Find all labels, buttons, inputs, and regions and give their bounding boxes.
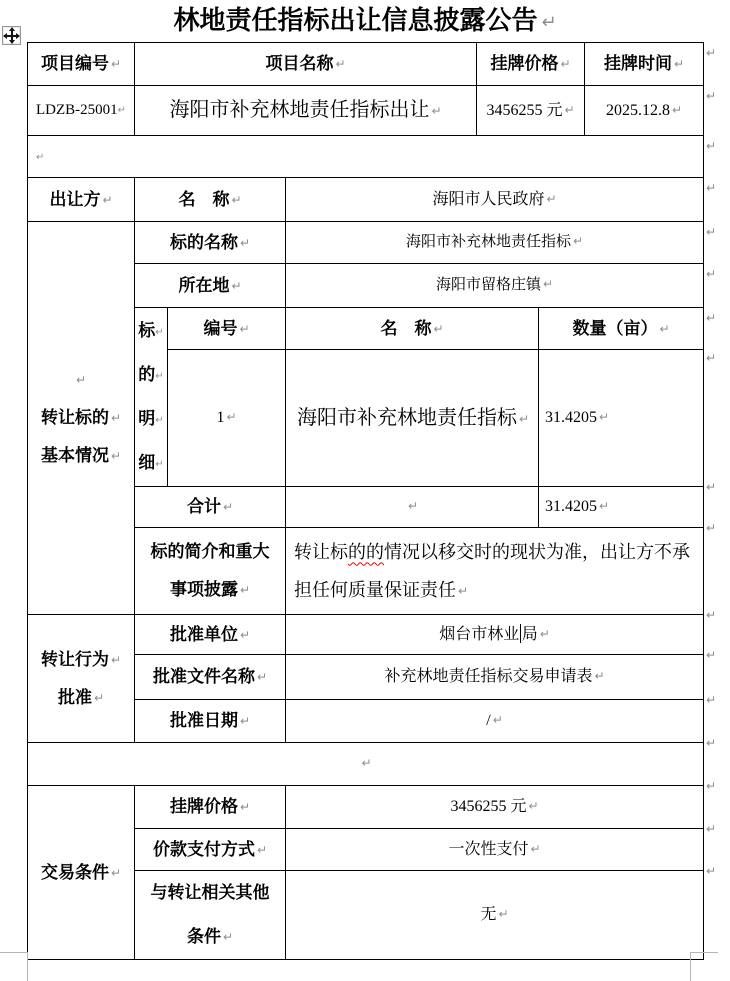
cell-time-value[interactable]	[585, 86, 704, 136]
cell-price-value[interactable]	[477, 86, 585, 136]
label: 数量（亩）	[572, 319, 658, 339]
cell-brief-value[interactable]	[286, 528, 704, 615]
label: 标的简介和重大	[150, 542, 270, 561]
cell-cond-other-value[interactable]	[286, 871, 704, 960]
cell-project-name-value[interactable]	[135, 86, 477, 136]
paragraph-mark: ↵	[518, 411, 530, 426]
paragraph-mark: ↵	[226, 410, 237, 425]
cell-total-label[interactable]	[135, 487, 286, 528]
value: 转让标	[294, 541, 348, 562]
label: 标的名称	[169, 232, 238, 252]
paragraph-mark: ↵	[110, 652, 122, 667]
row-end-mark: ↵	[706, 693, 717, 707]
row-end-mark: ↵	[706, 864, 717, 878]
paragraph-mark: ↵	[594, 669, 605, 683]
cell-approval-doc-value[interactable]	[286, 655, 704, 700]
paragraph-mark: ↵	[239, 322, 250, 337]
cell-empty-row[interactable]	[28, 136, 704, 178]
cell-approval-section-label[interactable]	[28, 615, 135, 743]
cell-total-empty[interactable]	[286, 487, 539, 528]
table-row	[28, 43, 704, 86]
label: 明	[138, 409, 156, 428]
table-row	[28, 86, 704, 136]
paragraph-mark: ↵	[564, 102, 575, 117]
row-end-mark: ↵	[706, 480, 717, 494]
table-row	[28, 615, 704, 655]
row-end-mark: ↵	[706, 139, 717, 153]
value: 海阳市补充林地责任指标	[405, 234, 571, 251]
cell-name-value[interactable]	[286, 178, 704, 222]
paragraph-mark: ↵	[222, 930, 234, 944]
paragraph-mark: ↵	[110, 57, 122, 72]
paragraph-mark: ↵	[102, 192, 113, 207]
paragraph-mark: ↵	[256, 670, 268, 685]
paragraph-mark: ↵	[542, 277, 554, 292]
paragraph-mark: ↵	[572, 234, 584, 249]
row-end-mark: ↵	[706, 779, 717, 793]
paragraph-mark: ↵	[155, 327, 164, 338]
cell-cond-other-label[interactable]	[135, 871, 286, 960]
label: 项目名称	[265, 54, 334, 74]
page-title-text: 林地责任指标出让信息披露公告	[173, 6, 538, 35]
paragraph-mark: ↵	[117, 105, 127, 117]
value: 担任何质量保证责任	[294, 579, 456, 600]
label: 细	[138, 453, 156, 472]
paragraph-mark: ↵	[75, 373, 87, 387]
value: 补充林地责任指标交易申请表	[384, 668, 593, 685]
paragraph-mark: ↵	[492, 713, 503, 727]
row-end-mark: ↵	[706, 648, 717, 662]
paragraph-mark: ↵	[239, 627, 251, 642]
cell-item-no[interactable]	[168, 350, 286, 487]
value: 无	[480, 906, 497, 923]
cell-subject-value[interactable]	[286, 222, 704, 264]
cell-item-name[interactable]	[286, 350, 539, 487]
paragraph-mark: ↵	[528, 799, 539, 813]
paragraph-mark: ↵	[541, 12, 557, 33]
label: 批准	[57, 687, 92, 707]
label: 挂牌价格	[490, 54, 559, 74]
paragraph-mark: ↵	[407, 499, 419, 513]
row-end-mark: ↵	[706, 311, 717, 325]
paragraph-mark: ↵	[498, 907, 509, 921]
row-end-mark: ↵	[706, 181, 717, 195]
paragraph-mark: ↵	[335, 57, 346, 72]
label: 条件	[186, 927, 221, 946]
cell-total-qty[interactable]	[539, 487, 704, 528]
cell-approval-doc-label[interactable]	[135, 655, 286, 700]
value: /	[486, 712, 491, 729]
label: 交易条件	[40, 862, 109, 882]
paragraph-mark: ↵	[110, 865, 122, 880]
value: 一次性支付	[448, 840, 529, 858]
paragraph-mark: ↵	[231, 192, 242, 207]
disclosure-table	[27, 42, 704, 960]
label: 的	[138, 365, 156, 384]
row-end-mark: ↵	[706, 822, 717, 836]
label: 转让行为	[40, 649, 109, 669]
table-row	[28, 178, 704, 222]
label: 挂牌价格	[169, 797, 238, 817]
table-row	[28, 136, 704, 178]
value: 31.4205	[545, 409, 598, 427]
cell-cond-payment-value[interactable]	[286, 829, 704, 871]
row-end-mark: ↵	[706, 89, 717, 103]
paragraph-mark: ↵	[155, 371, 164, 382]
paragraph-mark: ↵	[155, 459, 164, 470]
value: 海阳市补充林地责任指标出让	[169, 99, 430, 121]
cell-empty-row[interactable]	[28, 743, 704, 786]
label: 标	[138, 321, 156, 340]
label: 批准单位	[169, 624, 238, 644]
paragraph-mark: ↵	[530, 841, 541, 856]
cell-transferor-label[interactable]	[28, 178, 135, 222]
label: 编号	[203, 319, 238, 339]
paragraph-mark: ↵	[110, 411, 122, 425]
paragraph-mark: ↵	[231, 278, 242, 293]
label: 挂牌时间	[603, 54, 672, 74]
cell-approval-date-value[interactable]	[286, 700, 704, 743]
table-row	[28, 786, 704, 829]
spellcheck-typo: 的的	[348, 541, 384, 562]
paragraph-mark: ↵	[155, 415, 164, 426]
paragraph-mark: ↵	[256, 842, 268, 857]
label: 批准文件名称	[152, 667, 255, 687]
cell-project-no-value[interactable]	[28, 86, 135, 136]
table-row	[28, 743, 704, 786]
paragraph-mark: ↵	[431, 104, 442, 118]
paragraph-mark: ↵	[36, 151, 45, 163]
label: 出让方	[49, 189, 101, 209]
paragraph-mark: ↵	[239, 235, 251, 250]
cell-basic-section-label[interactable]	[28, 222, 135, 615]
paragraph-mark: ↵	[433, 322, 444, 337]
cell-detail-qty-label[interactable]	[539, 308, 704, 350]
value: 海阳市人民政府	[432, 190, 545, 208]
cell-detail-section-label[interactable]	[135, 308, 168, 487]
cell-detail-no-label[interactable]	[168, 308, 286, 350]
paragraph-mark: ↵	[361, 756, 372, 770]
cell-time-label[interactable]	[585, 43, 704, 86]
value: LDZB-25001	[35, 102, 118, 119]
paragraph-mark: ↵	[93, 690, 105, 705]
margin-crop-mark	[0, 952, 28, 981]
cell-conditions-section-label[interactable]	[28, 786, 135, 960]
cell-name-label[interactable]	[135, 178, 286, 222]
cell-price-label[interactable]	[477, 43, 585, 86]
label: 合计	[186, 497, 221, 517]
paragraph-mark: ↵	[560, 57, 571, 72]
paragraph-mark: ↵	[546, 191, 557, 206]
cell-project-no-label[interactable]	[28, 43, 135, 86]
paragraph-mark: ↵	[110, 449, 122, 463]
value: 海阳市留格庄镇	[435, 277, 541, 294]
paragraph-mark: ↵	[239, 583, 251, 597]
label: 事项披露	[169, 580, 238, 599]
value: 烟台市林业	[439, 626, 520, 643]
row-end-mark: ↵	[706, 267, 717, 281]
paragraph-mark: ↵	[222, 500, 234, 515]
row-end-mark: ↵	[706, 351, 717, 365]
row-end-mark: ↵	[706, 608, 717, 622]
paragraph-mark: ↵	[671, 102, 683, 117]
label: 基本情况	[40, 446, 109, 465]
paragraph-mark: ↵	[659, 322, 670, 337]
label: 批准日期	[169, 711, 238, 731]
value: 海阳市补充林地责任指标	[296, 406, 517, 429]
paragraph-mark: ↵	[239, 714, 251, 729]
paragraph-mark: ↵	[458, 583, 469, 598]
cell-cond-price-value[interactable]	[286, 786, 704, 829]
label: 项目编号	[40, 54, 109, 74]
value: 31.4205	[545, 498, 598, 515]
paragraph-mark: ↵	[539, 627, 550, 641]
cell-detail-name-label[interactable]	[286, 308, 539, 350]
value: 3456255 元	[450, 798, 527, 815]
paragraph-mark: ↵	[599, 410, 610, 425]
label: 名 称	[178, 189, 230, 209]
page-title[interactable]	[0, 4, 730, 40]
paragraph-mark: ↵	[239, 800, 251, 815]
value: 局	[521, 626, 538, 643]
label: 名 称	[380, 319, 432, 339]
move-icon-arrow	[9, 40, 15, 44]
row-end-mark: ↵	[706, 736, 717, 750]
cell-approval-unit-value[interactable]	[286, 615, 704, 655]
cell-location-label[interactable]	[135, 264, 286, 308]
cell-item-qty[interactable]	[539, 350, 704, 487]
value: 2025.12.8	[605, 101, 670, 119]
cell-subject-label[interactable]	[135, 222, 286, 264]
label: 所在地	[178, 275, 230, 295]
value: 情况以移交时的现状为准，出让方不承	[384, 541, 690, 562]
paragraph-mark: ↵	[599, 499, 610, 513]
cell-location-value[interactable]	[286, 264, 704, 308]
cell-approval-date-label[interactable]	[135, 700, 286, 743]
label: 转让标的	[40, 408, 109, 427]
value: 3456255 元	[486, 101, 563, 119]
table-row	[28, 222, 704, 264]
margin-crop-mark	[690, 952, 718, 981]
row-end-mark: ↵	[706, 225, 717, 239]
label: 价款支付方式	[152, 839, 255, 859]
cell-cond-payment-label[interactable]	[135, 829, 286, 871]
row-end-mark: ↵	[706, 521, 717, 535]
cell-cond-price-label[interactable]	[135, 786, 286, 829]
label: 与转让相关其他	[150, 883, 270, 902]
row-end-mark: ↵	[706, 46, 717, 60]
cell-project-name-label[interactable]	[135, 43, 477, 86]
cell-approval-unit-label[interactable]	[135, 615, 286, 655]
paragraph-mark: ↵	[673, 57, 685, 72]
value: 1	[216, 409, 225, 427]
cell-brief-label[interactable]	[135, 528, 286, 615]
